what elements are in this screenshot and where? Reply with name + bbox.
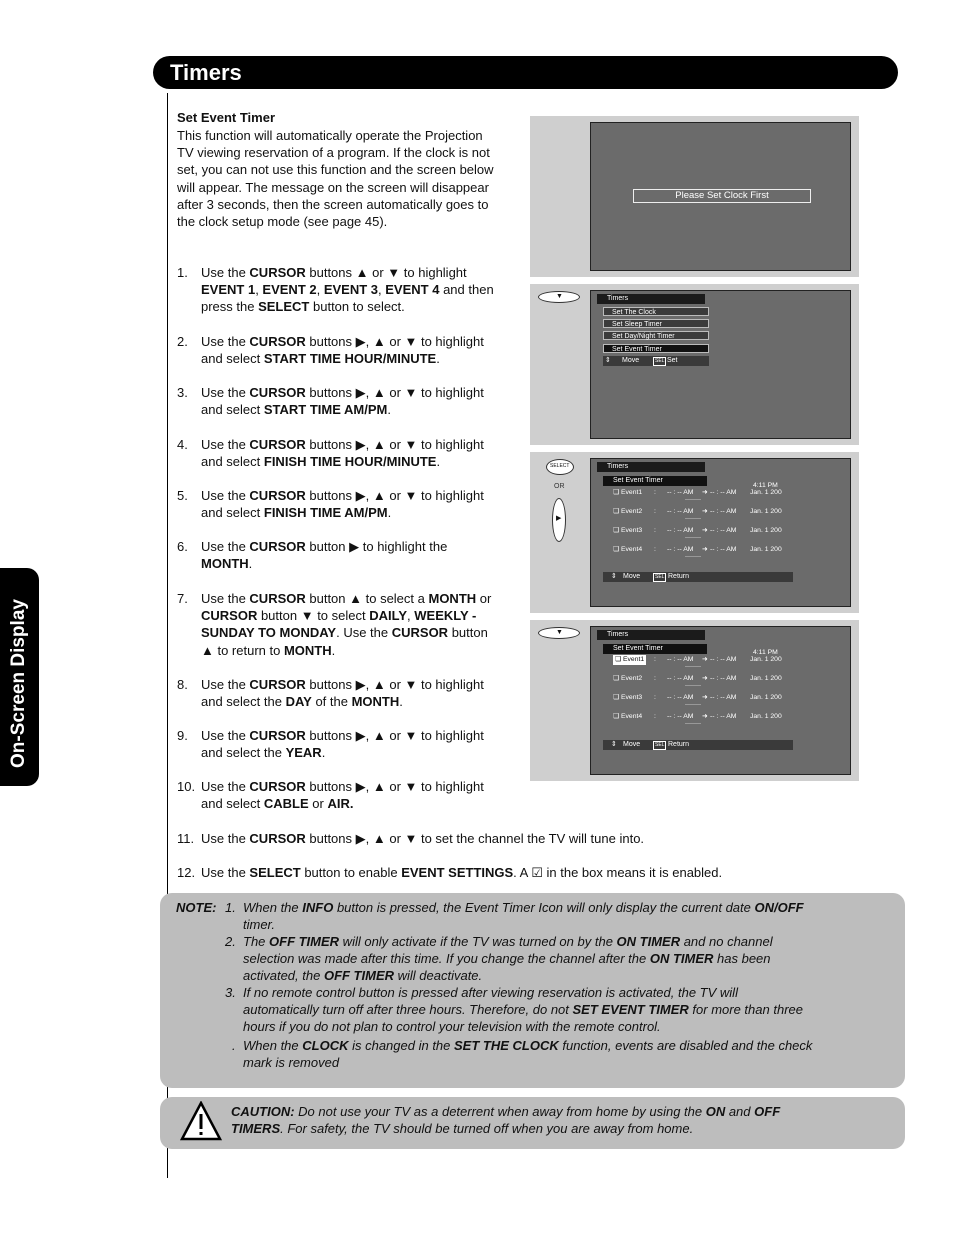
event-repeat-setting[interactable]: -------- [685,721,701,727]
event-checkbox-label[interactable] [613,674,642,684]
step-number: 4. [177,437,188,452]
event-label: Event4 [620,546,643,553]
event-arrow: ➜ [702,694,708,701]
event-checkbox-label[interactable] [613,545,642,555]
section-title: Set Event Timer [177,110,276,125]
event-repeat-setting[interactable]: -------- [685,535,701,541]
intro-line: after 3 seconds, then the screen automatically goes to [177,196,489,212]
caution-line: TIMERS. For safety, the TV should be turned off when you are away from home. [231,1121,694,1137]
select-button-label: SELECT [550,463,570,469]
step-text: and select START TIME HOUR/MINUTE. [201,351,440,367]
menu-footer [603,572,793,582]
step-number: 9. [177,728,188,743]
event-finish[interactable]: -- : -- AM [710,508,737,515]
event-date[interactable]: Jan. 1 200 [750,527,782,534]
note-item [225,933,773,984]
screen-panel-timers-menu [530,284,859,445]
footer-action-label: Return [668,741,690,748]
page-header-bar [153,56,898,89]
checkbox-icon[interactable]: ❏ [613,527,620,534]
clock-warning-message: Please Set Clock First [633,189,811,203]
note-item [225,899,804,933]
screen-panel-event-select [530,452,859,613]
intro-line: set, you can not use this function and the screen below [177,162,494,178]
step-number: 6. [177,539,188,554]
caution-line: Do not use your TV as a deterrent when away from home by using the ON and OFF [298,1104,781,1119]
event-repeat-setting[interactable]: -------- [685,554,701,560]
clock-time: 4:11 PM [753,482,778,489]
event-repeat-setting[interactable]: -------- [685,683,701,689]
event-start[interactable]: -- : -- AM [667,675,694,682]
step-number: 11. [177,831,195,846]
event-start[interactable]: -- : -- AM [667,508,694,515]
event-arrow: ➜ [702,508,708,515]
step-number: 3. [177,385,188,400]
side-section-tab [0,568,39,786]
step-number: 5. [177,488,188,503]
event-repeat-setting[interactable]: -------- [685,664,701,670]
sel-key-icon: SEL [655,742,665,748]
note-number: 1. [225,900,236,915]
step-text: Use the CURSOR buttons ▶, ▲ or ▼ to highlight [201,334,484,349]
clock-time: 4:11 PM [753,649,778,656]
event-start[interactable]: -- : -- AM [667,656,694,663]
step-text: Use the CURSOR buttons ▶, ▲ or ▼ to highlight [201,728,484,743]
note-text: If no remote control button is pressed after viewing reservation is activated, the TV will [243,985,738,1000]
tv-screen [590,122,851,271]
tv-screen [590,458,851,607]
event-date[interactable]: Jan. 1 200 [750,508,782,515]
step-text: press the SELECT button to select. [201,299,405,315]
event-date[interactable]: Jan. 1 200 [750,713,782,720]
note-text: activated, the OFF TIMER will deactivate. [243,968,483,984]
event-arrow: ➜ [702,527,708,534]
event-arrow: ➜ [702,546,708,553]
step-text: Use the SELECT button to enable EVENT SETTINGS. A ☑ in the box means it is enabled. [201,865,723,880]
event-colon: : [654,527,656,534]
intro-line: This function will automatically operate the Projection [177,128,483,143]
note-number: 2. [225,934,236,949]
note-item [232,1037,813,1071]
step-text: Use the CURSOR buttons ▶, ▲ or ▼ to highlight [201,677,484,692]
event-checkbox-label[interactable] [613,655,646,665]
caution-label: CAUTION: [231,1104,295,1119]
checkbox-icon[interactable]: ❏ [613,546,620,553]
sel-key-icon: SEL [655,358,665,364]
menu-title: Timers [597,630,705,640]
event-arrow: ➜ [702,675,708,682]
event-arrow: ➜ [702,656,708,663]
move-arrows-icon: ⇕ [605,357,611,364]
event-colon: : [654,656,656,663]
cursor-pad-icon [538,291,580,303]
event-date[interactable]: Jan. 1 200 [750,489,782,496]
intro-line: TV viewing reservation of a program. If the clock is not [177,145,490,161]
step-text: EVENT 1, EVENT 2, EVENT 3, EVENT 4 and then [201,282,494,298]
step-text: and select CABLE or AIR. [201,796,354,812]
footer-move-label: Move [623,573,641,580]
screen-panel-event-highlight [530,620,859,781]
step-text: MONTH. [201,556,253,572]
event-checkbox-label[interactable] [613,712,642,722]
event-finish[interactable]: -- : -- AM [710,713,737,720]
event-repeat-setting[interactable]: -------- [685,702,701,708]
event-label: Event4 [620,713,643,720]
event-label: Event2 [620,675,643,682]
move-arrows-icon: ⇕ [611,741,617,748]
menu-title: Timers [597,294,705,304]
note-text: When the INFO button is pressed, the Event Timer Icon will only display the current date ON/OFF [243,900,804,915]
event-start[interactable]: -- : -- AM [667,694,694,701]
note-label: NOTE: [176,900,217,915]
screen-panel-clock [530,116,859,277]
side-section-label: On-Screen Display [8,599,29,768]
event-checkbox-label[interactable] [613,693,642,703]
event-start[interactable]: -- : -- AM [667,489,694,496]
step-text: Use the CURSOR buttons ▶, ▲ or ▼ to highlight [201,779,484,794]
note-text: automatically turn off after three hours. Therefore, do not SET EVENT TIMER for more than three [243,1002,803,1018]
menu-title: Timers [597,462,705,472]
tv-screen [590,290,851,439]
or-label: OR [554,483,565,490]
step-number: 10. [177,779,196,794]
step-text: Use the CURSOR buttons ▶, ▲ or ▼ to set the channel the TV will tune into. [201,831,645,846]
event-arrow: ➜ [702,489,708,496]
menu-item-sleep-timer[interactable]: Set Sleep Timer [603,319,709,328]
event-finish[interactable]: -- : -- AM [710,656,737,663]
tv-screen [590,626,851,775]
footer-move-label: Move [622,357,640,364]
step-text: and select START TIME AM/PM. [201,402,391,418]
step-text: and select the DAY of the MONTH. [201,694,403,710]
note-text: selection was made after this time. If you change the channel after the ON TIMER has been [243,951,771,967]
event-label: Event2 [620,508,643,515]
step-text: and select the YEAR. [201,745,326,761]
menu-item-set-clock[interactable]: Set The Clock [603,307,709,316]
move-arrows-icon: ⇕ [611,573,617,580]
footer-move-label: Move [623,741,641,748]
event-finish[interactable]: -- : -- AM [710,694,737,701]
event-date[interactable]: Jan. 1 200 [750,546,782,553]
checkbox-icon[interactable]: ❏ [613,508,620,515]
event-start[interactable]: -- : -- AM [667,713,694,720]
caution-text [231,1103,871,1137]
checkbox-icon[interactable]: ❏ [613,489,620,496]
down-arrow-icon: ▼ [556,293,563,300]
step-number: 12. [177,865,196,880]
note-text: mark is removed [243,1055,340,1071]
event-date[interactable]: Jan. 1 200 [750,694,782,701]
event-label: Event3 [620,527,643,534]
checkbox-icon[interactable]: ❏ [615,656,622,663]
event-start[interactable]: -- : -- AM [667,527,694,534]
checkbox-icon[interactable]: ❏ [613,675,620,682]
down-arrow-icon: ▼ [556,629,563,636]
footer-action-label: Set [667,357,678,364]
caution-box [160,1097,905,1149]
note-text: When the CLOCK is changed in the SET THE CLOCK function, events are disabled and the check [243,1038,813,1053]
intro-line: will appear. The message on the screen will disappear [177,179,489,195]
event-repeat-setting[interactable]: -------- [685,516,701,522]
event-colon: : [654,694,656,701]
step-text: SUNDAY TO MONDAY. Use the CURSOR button [201,625,488,641]
event-colon: : [654,508,656,515]
footer-action-label: Return [668,573,690,580]
event-label: Event1 [622,656,645,663]
menu-subtitle: Set Event Timer [603,476,707,486]
step-text: Use the CURSOR button ▲ to select a MONTH or [201,591,492,606]
event-checkbox-label[interactable] [613,507,642,517]
intro-line: the clock setup mode (see page 45). [177,214,388,230]
event-colon: : [654,675,656,682]
warning-icon [180,1101,222,1141]
step-text: CURSOR button ▼ to select DAILY, WEEKLY - [201,608,477,624]
event-checkbox-label[interactable] [613,526,642,536]
intro-paragraph [177,127,517,230]
event-finish[interactable]: -- : -- AM [710,489,737,496]
note-number: 3. [225,985,236,1000]
step-text: and select FINISH TIME AM/PM. [201,505,392,521]
cursor-pad-icon [538,627,580,639]
step-text: Use the CURSOR buttons ▶, ▲ or ▼ to highlight [201,385,484,400]
note-text: hours if you do not plan to control your television with the remote control. [243,1019,661,1035]
step-text: and select FINISH TIME HOUR/MINUTE. [201,454,441,470]
step-text: Use the CURSOR buttons ▶, ▲ or ▼ to highlight [201,488,484,503]
event-finish[interactable]: -- : -- AM [710,546,737,553]
note-text: timer. [243,917,276,933]
select-button-icon [546,459,574,475]
event-date[interactable]: Jan. 1 200 [750,675,782,682]
event-arrow: ➜ [702,713,708,720]
step-number: 7. [177,591,188,606]
sel-key-icon: SEL [655,574,665,580]
step-text: Use the CURSOR buttons ▲ or ▼ to highlight [201,265,467,280]
page-title: Timers [170,60,242,85]
menu-subtitle: Set Event Timer [603,644,707,654]
step-number: 2. [177,334,188,349]
step-number: 8. [177,677,188,692]
note-item [225,984,803,1035]
event-repeat-setting[interactable]: -------- [685,497,701,503]
event-start[interactable]: -- : -- AM [667,546,694,553]
event-checkbox-label[interactable] [613,488,642,498]
menu-item-day-night-timer[interactable]: Set Day/Night Timer [603,331,709,340]
step-text: ▲ to return to MONTH. [201,642,336,658]
note-text: The OFF TIMER will only activate if the TV was turned on by the ON TIMER and no channel [243,934,773,949]
step-text: Use the CURSOR buttons ▶, ▲ or ▼ to highlight [201,437,484,452]
cursor-pad-icon [552,498,566,542]
menu-footer [603,356,709,366]
step-number: 1. [177,265,188,280]
checkbox-icon[interactable]: ❏ [613,694,620,701]
event-label: Event3 [620,694,643,701]
event-finish[interactable]: -- : -- AM [710,527,737,534]
note-box [160,893,905,1088]
event-colon: : [654,546,656,553]
menu-footer [603,740,793,750]
menu-item-event-timer[interactable]: Set Event Timer [603,344,709,353]
event-colon: : [654,713,656,720]
event-label: Event1 [620,489,643,496]
event-colon: : [654,489,656,496]
right-arrow-icon: ▶ [556,515,562,522]
note-number: . [232,1038,236,1053]
event-finish[interactable]: -- : -- AM [710,675,737,682]
step-text: Use the CURSOR button ▶ to highlight the [201,539,448,554]
event-date[interactable]: Jan. 1 200 [750,656,782,663]
checkbox-icon[interactable]: ❏ [613,713,620,720]
